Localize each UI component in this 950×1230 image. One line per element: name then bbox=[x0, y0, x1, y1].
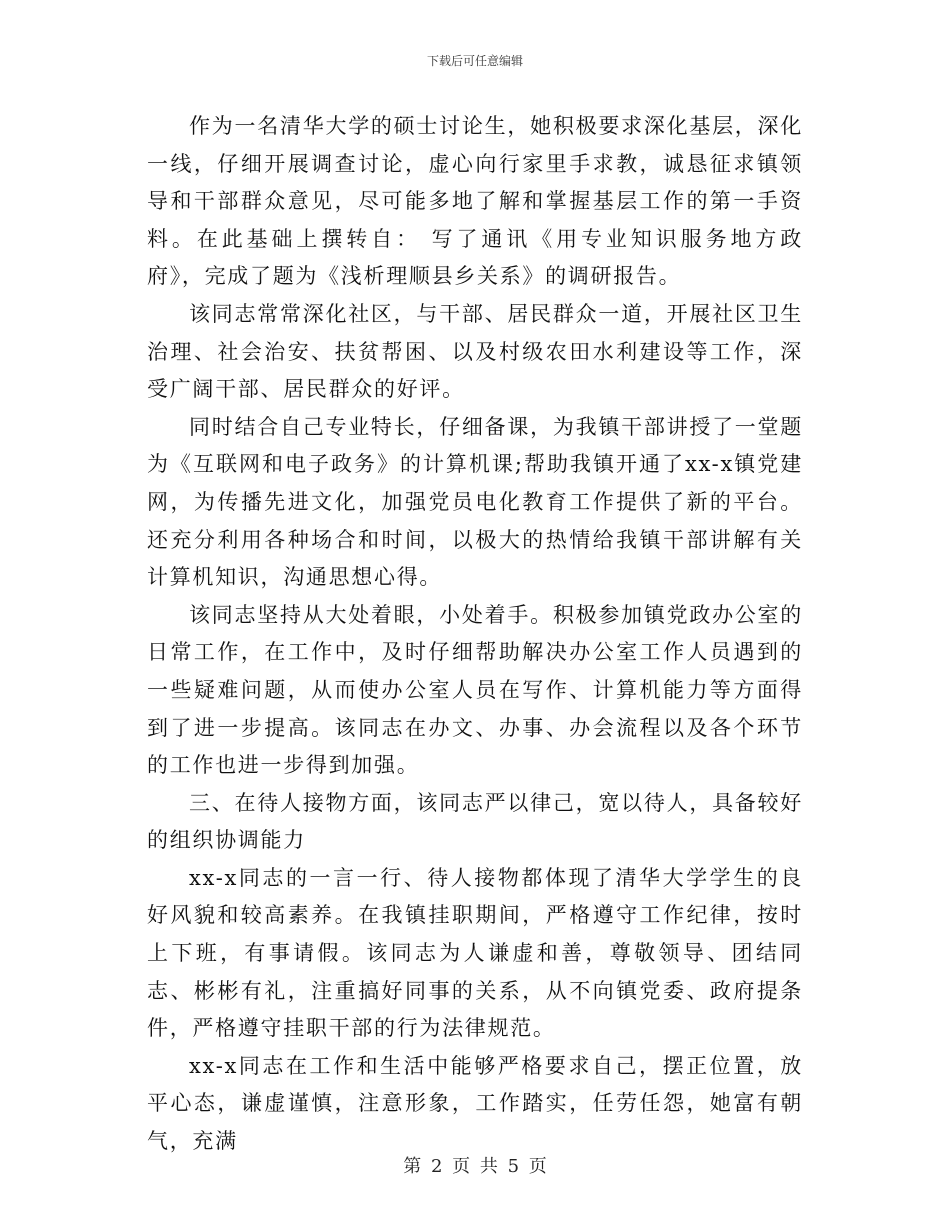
paragraph-3: 同时结合自己专业特长，仔细备课，为我镇干部讲授了一堂题为《互联网和电子政务》的计算机课;帮助我镇开通了xx-x镇党建网，为传播先进文化，加强党员电化教育工作提供了新的平台。还充分利用各种场合和时间，以极大的热情给我镇干部讲解有关计算机知识，沟通思想心得。 bbox=[147, 414, 803, 590]
section-heading: 三、在待人接物方面，该同志严以律己，宽以待人，具备较好的组织协调能力 bbox=[147, 790, 803, 853]
page-header: 下载后可任意编辑 bbox=[426, 54, 523, 68]
paragraph-1: 作为一名清华大学的硕士讨论生，她积极要求深化基层，深化一线，仔细开展调查讨论，虚心向行家里手求教，诚恳征求镇领导和干部群众意见，尽可能多地了解和掌握基层工作的第一手资料。在此基础上撰转自： 写了通讯《用专业知识服务地方政府》，完成了题为《浅析理顺县乡关系》的调研报告。 bbox=[147, 114, 803, 289]
document-body bbox=[147, 108, 803, 1161]
page-number-footer: 第 2 页 共 5 页 bbox=[403, 1156, 547, 1177]
paragraph-2: 该同志常常深化社区，与干部、居民群众一道，开展社区卫生治理、社会治安、扶贫帮困、以及村级农田水利建设等工作，深受广阔干部、居民群众的好评。 bbox=[147, 301, 803, 402]
paragraph-5: xx-x同志的一言一行、待人接物都体现了清华大学学生的良好风貌和较高素养。在我镇挂职期间，严格遵守工作纪律，按时上下班，有事请假。该同志为人谦虚和善，尊敬领导、团结同志、彬彬有礼，注重搞好同事的关系，从不向镇党委、政府提条件，严格遵守挂职干部的行为法律规范。 bbox=[147, 865, 803, 1041]
paragraph-6: xx-x同志在工作和生活中能够严格要求自己，摆正位置，放平心态，谦虚谨慎，注意形象，工作踏实，任劳任怨，她富有朝气，充满 bbox=[147, 1053, 803, 1154]
paragraph-4: 该同志坚持从大处着眼，小处着手。积极参加镇党政办公室的日常工作，在工作中，及时仔细帮助解决办公室工作人员遇到的一些疑难问题，从而使办公室人员在写作、计算机能力等方面得到了进一步提高。该同志在办文、办事、办会流程以及各个环节的工作也进一步得到加强。 bbox=[147, 602, 803, 778]
